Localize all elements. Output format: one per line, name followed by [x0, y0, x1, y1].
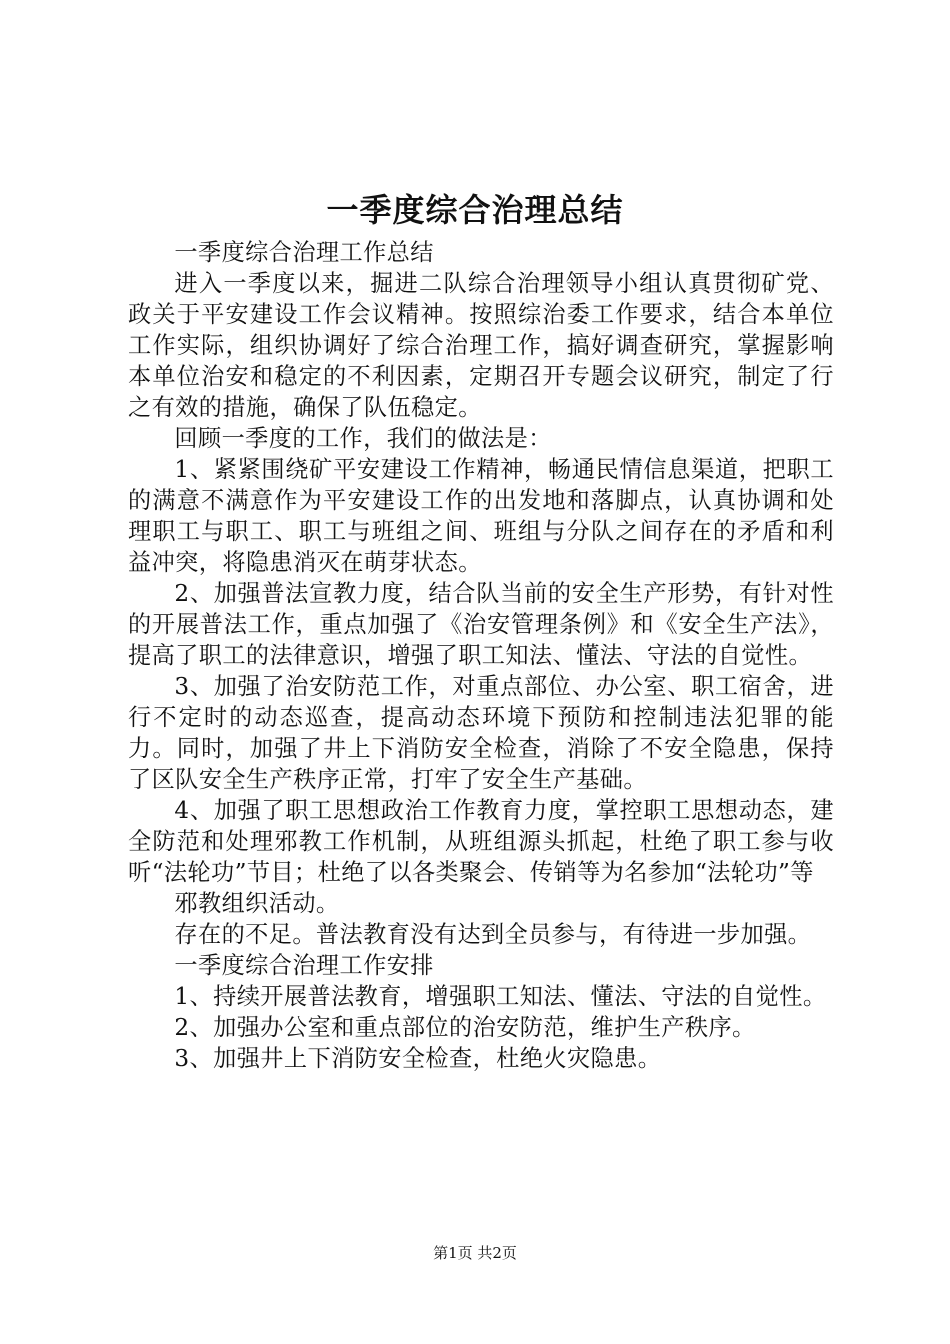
page-footer: 第1页 共2页 [433, 1244, 517, 1262]
paragraph-item-1: 1、紧紧围绕矿平安建设工作精神，畅通民情信息渠道，把职工的满意不满意作为平安建设工作的出发地和落脚点，认真协调和处理职工与职工、职工与班组之间、班组与分队之间存在的矛盾和利益冲突，将隐患消灭在萌芽状态。 [128, 456, 834, 576]
paragraph-review-lead: 回顾一季度的工作，我们的做法是： [174, 425, 552, 452]
paragraph-shortcomings: 存在的不足。普法教育没有达到全员参与，有待进一步加强。 [174, 921, 812, 948]
paragraph-item-2: 2、加强普法宣教力度，结合队当前的安全生产形势，有针对性的开展普法工作，重点加强了《治安管理条例》和《安全生产法》，提高了职工的法律意识，增强了职工知法、懂法、守法的自觉性。 [128, 580, 834, 669]
paragraph-item-3: 3、加强了治安防范工作，对重点部位、办公室、职工宿舍，进行不定时的动态巡查，提高动态环境下预防和控制违法犯罪的能力。同时，加强了井上下消防安全检查，消除了不安全隐患，保持了区队安全生产秩序正常，打牢了安全生产基础。 [128, 673, 834, 793]
paragraph-intro: 进入一季度以来，掘进二队综合治理领导小组认真贯彻矿党、政关于平安建设工作会议精神。按照综治委工作要求，结合本单位工作实际，组织协调好了综合治理工作，搞好调查研究，掌握影响本单位治安和稳定的不利因素，定期召开专题会议研究，制定了行之有效的措施，确保了队伍稳定。 [128, 270, 834, 421]
paragraph-plan-2: 2、加强办公室和重点部位的治安防范，维护生产秩序。 [174, 1014, 756, 1041]
paragraph-item-4: 4、加强了职工思想政治工作教育力度，掌控职工思想动态，建全防范和处理邪教工作机制，从班组源头抓起，杜绝了职工参与收听“法轮功”节目；杜绝了以各类聚会、传销等为名参加“法轮功”等 [128, 797, 834, 886]
paragraph-plan-1: 1、持续开展普法教育，增强职工知法、懂法、守法的自觉性。 [174, 983, 827, 1010]
paragraph-item-4-continued: 邪教组织活动。 [174, 890, 340, 917]
paragraph-plan-heading: 一季度综合治理工作安排 [174, 952, 434, 979]
document-title: 一季度综合治理总结 [326, 191, 624, 229]
paragraph-plan-3: 3、加强井上下消防安全检查，杜绝火灾隐患。 [174, 1045, 662, 1072]
paragraph-summary-heading: 一季度综合治理工作总结 [174, 239, 434, 266]
document-body [128, 237, 834, 1074]
